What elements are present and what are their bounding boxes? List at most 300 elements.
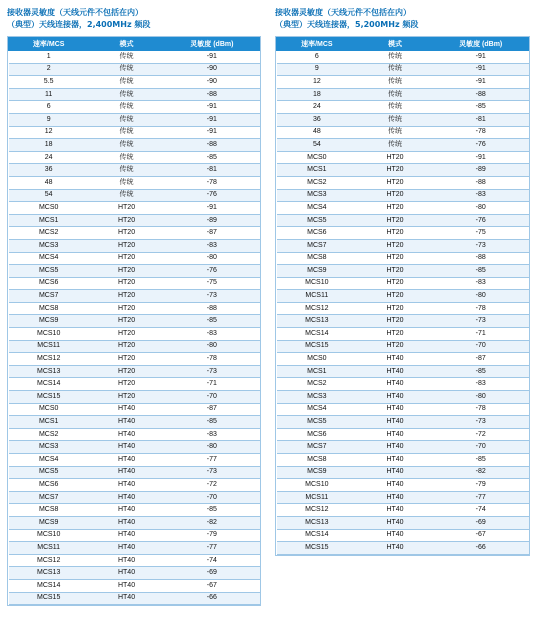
cell-rate: MCS9 (9, 516, 89, 529)
cell-mode: HT20 (89, 265, 164, 278)
cell-rate: MCS0 (277, 151, 358, 164)
cell-sensitivity: -78 (433, 126, 529, 139)
cell-rate: MCS15 (277, 340, 358, 353)
table-row (9, 227, 260, 240)
cell-mode: HT40 (89, 416, 164, 429)
table-row (277, 239, 529, 252)
cell-sensitivity: -71 (164, 378, 259, 391)
cell-sensitivity: -80 (164, 441, 259, 454)
table-row (9, 315, 260, 328)
table-row (277, 441, 529, 454)
cell-mode: HT20 (89, 214, 164, 227)
table-row (277, 391, 529, 404)
table-row (9, 302, 260, 315)
cell-rate: MCS0 (9, 403, 89, 416)
cell-rate: MCS9 (277, 265, 358, 278)
cell-mode: HT20 (89, 365, 164, 378)
table-row (277, 416, 529, 429)
cell-rate: 48 (9, 176, 89, 189)
cell-sensitivity: -85 (164, 504, 259, 517)
column-header-mode: 模式 (357, 38, 433, 51)
cell-rate: MCS6 (277, 227, 358, 240)
cell-sensitivity: -83 (433, 189, 529, 202)
cell-mode: 传统 (357, 126, 433, 139)
cell-mode: HT40 (357, 479, 433, 492)
column-header-rate: 速率/MCS (9, 38, 89, 51)
cell-sensitivity: -78 (164, 353, 259, 366)
table-row (277, 265, 529, 278)
cell-mode: 传统 (357, 51, 433, 64)
cell-rate: MCS10 (277, 277, 358, 290)
cell-rate: MCS14 (9, 378, 89, 391)
table-row (9, 214, 260, 227)
table-row (277, 151, 529, 164)
table-row (9, 88, 260, 101)
table-title-line1: 接收器灵敏度（天线元件不包括在内） (275, 8, 411, 17)
cell-sensitivity: -88 (164, 139, 259, 152)
cell-mode: 传统 (89, 101, 164, 114)
cell-mode: HT40 (357, 403, 433, 416)
cell-sensitivity: -89 (433, 164, 529, 177)
cell-sensitivity: -82 (433, 466, 529, 479)
cell-mode: 传统 (357, 139, 433, 152)
cell-sensitivity: -91 (164, 126, 259, 139)
cell-sensitivity: -80 (433, 202, 529, 215)
cell-rate: MCS11 (277, 491, 358, 504)
cell-mode: HT20 (357, 176, 433, 189)
cell-rate: 9 (277, 63, 358, 76)
cell-rate: MCS12 (277, 302, 358, 315)
cell-rate: MCS0 (9, 202, 89, 215)
cell-sensitivity: -76 (433, 139, 529, 152)
cell-sensitivity: -70 (164, 491, 259, 504)
table-row (9, 51, 260, 64)
cell-rate: 24 (9, 151, 89, 164)
cell-mode: 传统 (89, 189, 164, 202)
cell-mode: HT20 (89, 252, 164, 265)
cell-sensitivity: -79 (433, 479, 529, 492)
cell-rate: MCS2 (9, 227, 89, 240)
cell-rate: 5.5 (9, 76, 89, 89)
table-row (277, 202, 529, 215)
table-row (277, 113, 529, 126)
cell-rate: 36 (9, 164, 89, 177)
table-row (9, 529, 260, 542)
cell-rate: 36 (277, 113, 358, 126)
cell-mode: 传统 (357, 101, 433, 114)
cell-sensitivity: -78 (164, 176, 259, 189)
cell-mode: HT20 (357, 277, 433, 290)
cell-mode: 传统 (357, 63, 433, 76)
cell-rate: MCS11 (9, 340, 89, 353)
cell-mode: HT20 (357, 290, 433, 303)
cell-mode: HT20 (89, 391, 164, 404)
table-row (277, 315, 529, 328)
cell-rate: MCS14 (277, 529, 358, 542)
cell-sensitivity: -91 (164, 51, 259, 64)
table-row (9, 139, 260, 152)
table-row (9, 579, 260, 592)
cell-rate: 12 (277, 76, 358, 89)
cell-rate: MCS3 (9, 239, 89, 252)
cell-sensitivity: -70 (164, 391, 259, 404)
cell-rate: MCS1 (9, 416, 89, 429)
cell-sensitivity: -85 (433, 101, 529, 114)
table-row (277, 189, 529, 202)
cell-mode: 传统 (89, 63, 164, 76)
table-row (9, 239, 260, 252)
cell-mode: HT40 (357, 428, 433, 441)
table-row (277, 516, 529, 529)
cell-sensitivity: -81 (164, 164, 259, 177)
table-row (277, 365, 529, 378)
cell-mode: HT20 (357, 315, 433, 328)
cell-sensitivity: -66 (164, 592, 259, 605)
table-row (277, 340, 529, 353)
cell-sensitivity: -87 (164, 227, 259, 240)
cell-rate: MCS15 (277, 542, 358, 555)
cell-mode: 传统 (89, 139, 164, 152)
table-row (9, 113, 260, 126)
cell-mode: HT40 (357, 454, 433, 467)
cell-mode: HT20 (357, 164, 433, 177)
table-row (277, 164, 529, 177)
cell-mode: HT40 (357, 466, 433, 479)
cell-mode: HT20 (89, 239, 164, 252)
cell-rate: 54 (277, 139, 358, 152)
cell-rate: MCS13 (9, 365, 89, 378)
cell-rate: MCS10 (9, 328, 89, 341)
cell-rate: MCS14 (277, 328, 358, 341)
table-row (9, 265, 260, 278)
cell-mode: HT40 (357, 516, 433, 529)
cell-sensitivity: -89 (164, 214, 259, 227)
cell-mode: 传统 (89, 88, 164, 101)
table-row (277, 378, 529, 391)
cell-sensitivity: -73 (433, 416, 529, 429)
cell-mode: HT40 (89, 529, 164, 542)
table-row (9, 567, 260, 580)
cell-sensitivity: -74 (164, 554, 259, 567)
cell-sensitivity: -88 (433, 252, 529, 265)
table-row (9, 428, 260, 441)
cell-rate: MCS4 (9, 252, 89, 265)
cell-mode: HT40 (89, 516, 164, 529)
cell-rate: MCS0 (277, 353, 358, 366)
cell-sensitivity: -88 (433, 88, 529, 101)
table-row (9, 202, 260, 215)
cell-sensitivity: -90 (164, 76, 259, 89)
cell-rate: MCS9 (9, 315, 89, 328)
cell-rate: MCS6 (9, 479, 89, 492)
cell-mode: 传统 (357, 113, 433, 126)
table-row (277, 290, 529, 303)
cell-sensitivity: -81 (433, 113, 529, 126)
column-header-sensitivity: 灵敏度 (dBm) (164, 38, 259, 51)
cell-mode: 传统 (89, 76, 164, 89)
cell-mode: HT20 (89, 277, 164, 290)
cell-rate: MCS7 (9, 491, 89, 504)
cell-mode: HT20 (357, 189, 433, 202)
cell-mode: HT20 (89, 202, 164, 215)
cell-rate: 1 (9, 51, 89, 64)
cell-sensitivity: -79 (164, 529, 259, 542)
table-row (277, 63, 529, 76)
cell-mode: 传统 (89, 176, 164, 189)
cell-rate: MCS6 (277, 428, 358, 441)
cell-mode: HT40 (357, 504, 433, 517)
cell-sensitivity: -85 (433, 265, 529, 278)
cell-sensitivity: -85 (164, 151, 259, 164)
table-row (277, 353, 529, 366)
column-header-rate: 速率/MCS (277, 38, 358, 51)
cell-mode: HT20 (89, 302, 164, 315)
cell-rate: MCS1 (9, 214, 89, 227)
cell-sensitivity: -69 (164, 567, 259, 580)
table-row (277, 176, 529, 189)
table-row (277, 76, 529, 89)
table-row (277, 139, 529, 152)
cell-mode: HT40 (89, 567, 164, 580)
cell-mode: HT40 (89, 403, 164, 416)
cell-rate: MCS8 (9, 504, 89, 517)
cell-sensitivity: -74 (433, 504, 529, 517)
cell-rate: 24 (277, 101, 358, 114)
cell-mode: 传统 (89, 151, 164, 164)
cell-rate: MCS5 (277, 214, 358, 227)
cell-rate: 12 (9, 126, 89, 139)
table-title-line2: （典型）天线连接器，5,200MHz 频段 (275, 20, 419, 29)
cell-mode: HT20 (357, 202, 433, 215)
table-row (9, 479, 260, 492)
cell-rate: 6 (277, 51, 358, 64)
table-row (277, 328, 529, 341)
cell-sensitivity: -73 (164, 290, 259, 303)
cell-mode: HT40 (357, 378, 433, 391)
cell-mode: HT20 (89, 340, 164, 353)
table-row (9, 516, 260, 529)
cell-rate: MCS10 (9, 529, 89, 542)
table-title-line2: （典型）天线连接器，2,400MHz 频段 (7, 20, 151, 29)
cell-sensitivity: -88 (164, 88, 259, 101)
cell-rate: MCS5 (9, 466, 89, 479)
table-row (9, 391, 260, 404)
cell-mode: HT20 (89, 315, 164, 328)
cell-sensitivity: -85 (164, 416, 259, 429)
cell-sensitivity: -82 (164, 516, 259, 529)
table-row (277, 252, 529, 265)
cell-rate: MCS4 (277, 202, 358, 215)
cell-mode: HT40 (357, 542, 433, 555)
cell-rate: 11 (9, 88, 89, 101)
table-row (277, 51, 529, 64)
table-row (9, 63, 260, 76)
cell-sensitivity: -90 (164, 63, 259, 76)
table-row (9, 491, 260, 504)
cell-rate: MCS11 (277, 290, 358, 303)
cell-rate: 18 (277, 88, 358, 101)
table-row (9, 126, 260, 139)
cell-sensitivity: -67 (433, 529, 529, 542)
table-row (277, 101, 529, 114)
table-row (9, 378, 260, 391)
cell-sensitivity: -73 (433, 315, 529, 328)
cell-sensitivity: -91 (433, 76, 529, 89)
table-row (9, 454, 260, 467)
table-row (9, 466, 260, 479)
cell-mode: HT40 (89, 579, 164, 592)
cell-mode: HT40 (89, 479, 164, 492)
cell-sensitivity: -75 (164, 277, 259, 290)
cell-mode: HT40 (357, 391, 433, 404)
table-row (9, 340, 260, 353)
cell-sensitivity: -73 (164, 466, 259, 479)
table-row (9, 151, 260, 164)
cell-mode: HT40 (89, 454, 164, 467)
cell-sensitivity: -80 (164, 340, 259, 353)
table-row (277, 529, 529, 542)
cell-rate: MCS1 (277, 365, 358, 378)
cell-sensitivity: -71 (433, 328, 529, 341)
table-row (9, 277, 260, 290)
cell-mode: HT40 (89, 428, 164, 441)
cell-mode: HT20 (89, 290, 164, 303)
table-row (9, 416, 260, 429)
table-frame (7, 36, 261, 606)
table-row (277, 214, 529, 227)
cell-mode: HT40 (357, 365, 433, 378)
cell-rate: MCS3 (9, 441, 89, 454)
cell-mode: HT40 (89, 554, 164, 567)
cell-rate: MCS11 (9, 542, 89, 555)
table-row (277, 302, 529, 315)
cell-rate: MCS2 (9, 428, 89, 441)
cell-mode: HT20 (357, 214, 433, 227)
table-row (277, 277, 529, 290)
cell-rate: MCS12 (277, 504, 358, 517)
cell-rate: MCS15 (9, 391, 89, 404)
cell-rate: 48 (277, 126, 358, 139)
cell-sensitivity: -80 (433, 391, 529, 404)
table-frame (275, 36, 530, 556)
table-panel-2400mhz (7, 0, 261, 606)
cell-mode: HT40 (89, 504, 164, 517)
cell-rate: MCS2 (277, 378, 358, 391)
cell-sensitivity: -88 (433, 176, 529, 189)
header-row (9, 38, 260, 51)
cell-sensitivity: -72 (164, 479, 259, 492)
cell-mode: HT40 (89, 441, 164, 454)
cell-mode: HT40 (89, 592, 164, 605)
table-row (277, 466, 529, 479)
table-row (9, 101, 260, 114)
column-header-mode: 模式 (89, 38, 164, 51)
cell-rate: MCS4 (9, 454, 89, 467)
cell-mode: HT20 (357, 328, 433, 341)
cell-rate: MCS8 (277, 454, 358, 467)
cell-sensitivity: -67 (164, 579, 259, 592)
sensitivity-table-5200mhz (276, 37, 529, 555)
cell-rate: 2 (9, 63, 89, 76)
cell-mode: HT20 (357, 227, 433, 240)
cell-sensitivity: -77 (433, 491, 529, 504)
cell-sensitivity: -77 (164, 542, 259, 555)
table-row (277, 491, 529, 504)
cell-rate: MCS14 (9, 579, 89, 592)
cell-mode: HT20 (357, 252, 433, 265)
table-row (9, 328, 260, 341)
cell-rate: 6 (9, 101, 89, 114)
cell-sensitivity: -83 (164, 239, 259, 252)
cell-sensitivity: -72 (433, 428, 529, 441)
cell-rate: MCS1 (277, 164, 358, 177)
table-row (9, 164, 260, 177)
table-row (9, 290, 260, 303)
cell-sensitivity: -91 (433, 151, 529, 164)
cell-rate: MCS13 (277, 315, 358, 328)
cell-sensitivity: -91 (433, 63, 529, 76)
cell-rate: MCS4 (277, 403, 358, 416)
cell-rate: 9 (9, 113, 89, 126)
cell-sensitivity: -78 (433, 403, 529, 416)
cell-mode: HT20 (89, 378, 164, 391)
cell-mode: 传统 (357, 76, 433, 89)
cell-rate: MCS6 (9, 277, 89, 290)
cell-sensitivity: -70 (433, 441, 529, 454)
cell-rate: MCS12 (9, 554, 89, 567)
cell-mode: 传统 (89, 126, 164, 139)
cell-rate: MCS8 (9, 302, 89, 315)
cell-mode: HT40 (89, 491, 164, 504)
table-row (9, 76, 260, 89)
cell-rate: MCS3 (277, 391, 358, 404)
table-row (277, 542, 529, 555)
table-row (277, 88, 529, 101)
cell-rate: MCS10 (277, 479, 358, 492)
cell-sensitivity: -70 (433, 340, 529, 353)
table-row (277, 403, 529, 416)
cell-rate: MCS15 (9, 592, 89, 605)
table-row (9, 353, 260, 366)
table-title-line1: 接收器灵敏度（天线元件不包括在内） (7, 8, 143, 17)
cell-rate: 54 (9, 189, 89, 202)
cell-rate: MCS3 (277, 189, 358, 202)
table-row (9, 554, 260, 567)
header-row (277, 38, 529, 51)
table-row (9, 592, 260, 605)
table-row (9, 189, 260, 202)
cell-sensitivity: -76 (164, 265, 259, 278)
column-header-sensitivity: 灵敏度 (dBm) (433, 38, 529, 51)
cell-sensitivity: -87 (433, 353, 529, 366)
cell-mode: HT20 (357, 340, 433, 353)
table-row (9, 252, 260, 265)
table-row (9, 504, 260, 517)
cell-sensitivity: -88 (164, 302, 259, 315)
cell-sensitivity: -83 (433, 378, 529, 391)
table-row (9, 441, 260, 454)
cell-sensitivity: -91 (433, 51, 529, 64)
cell-sensitivity: -91 (164, 202, 259, 215)
cell-mode: HT20 (89, 227, 164, 240)
cell-mode: HT40 (357, 441, 433, 454)
cell-sensitivity: -83 (164, 328, 259, 341)
cell-rate: MCS7 (9, 290, 89, 303)
cell-sensitivity: -76 (164, 189, 259, 202)
table-row (9, 176, 260, 189)
cell-rate: MCS13 (9, 567, 89, 580)
table-row (277, 126, 529, 139)
